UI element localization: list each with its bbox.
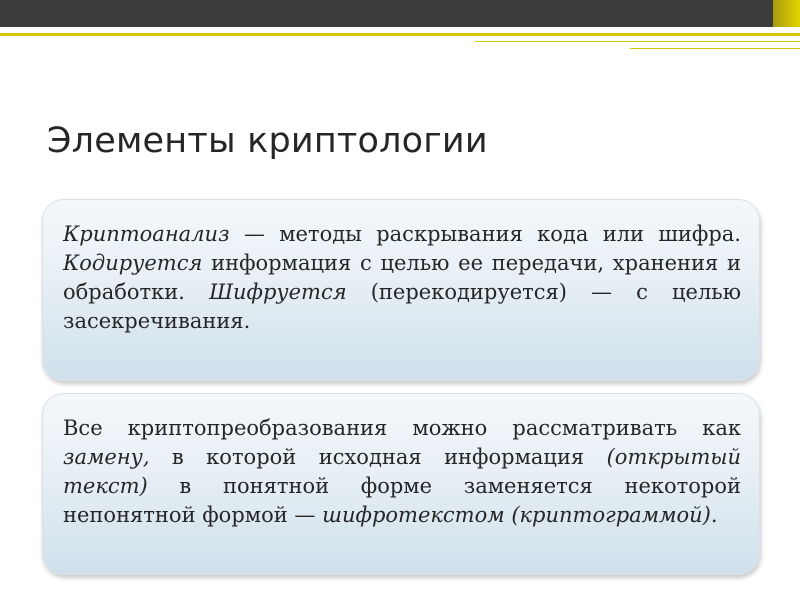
text-span: — методы раскрывания кода или шифра. xyxy=(229,222,741,246)
text-span: в понятной форме заменяется некоторой непонятной формой — xyxy=(63,474,741,527)
content-box-transformations xyxy=(42,393,760,575)
corner-accent xyxy=(773,0,800,27)
term-plaintext: (открытый текст) xyxy=(63,445,741,498)
content-box-cryptanalysis xyxy=(42,199,760,381)
term-encrypted: Шифруется xyxy=(209,280,347,304)
text-span: (перекодируется) — с целью засекречивания. xyxy=(63,280,742,333)
term-ciphertext: шифротекстом (криптограммой). xyxy=(322,503,718,527)
top-decor-band xyxy=(0,0,800,27)
term-encoded: Кодируется xyxy=(63,251,203,275)
text-span: Все криптопреобразования можно рассматривать как xyxy=(63,416,741,440)
accent-line xyxy=(0,33,800,36)
accent-line-thin xyxy=(475,41,800,42)
text-span: информация с целью ее передачи, хранения и обработки. xyxy=(63,251,741,304)
text-span: в которой исходная информация xyxy=(149,445,607,469)
accent-line-short xyxy=(630,48,800,49)
box-text xyxy=(63,414,741,530)
slide-title: Элементы криптологии xyxy=(47,121,488,161)
term-substitution: замену, xyxy=(63,445,150,469)
term-cryptanalysis: Криптоанализ xyxy=(63,222,230,246)
box-text xyxy=(63,220,741,336)
